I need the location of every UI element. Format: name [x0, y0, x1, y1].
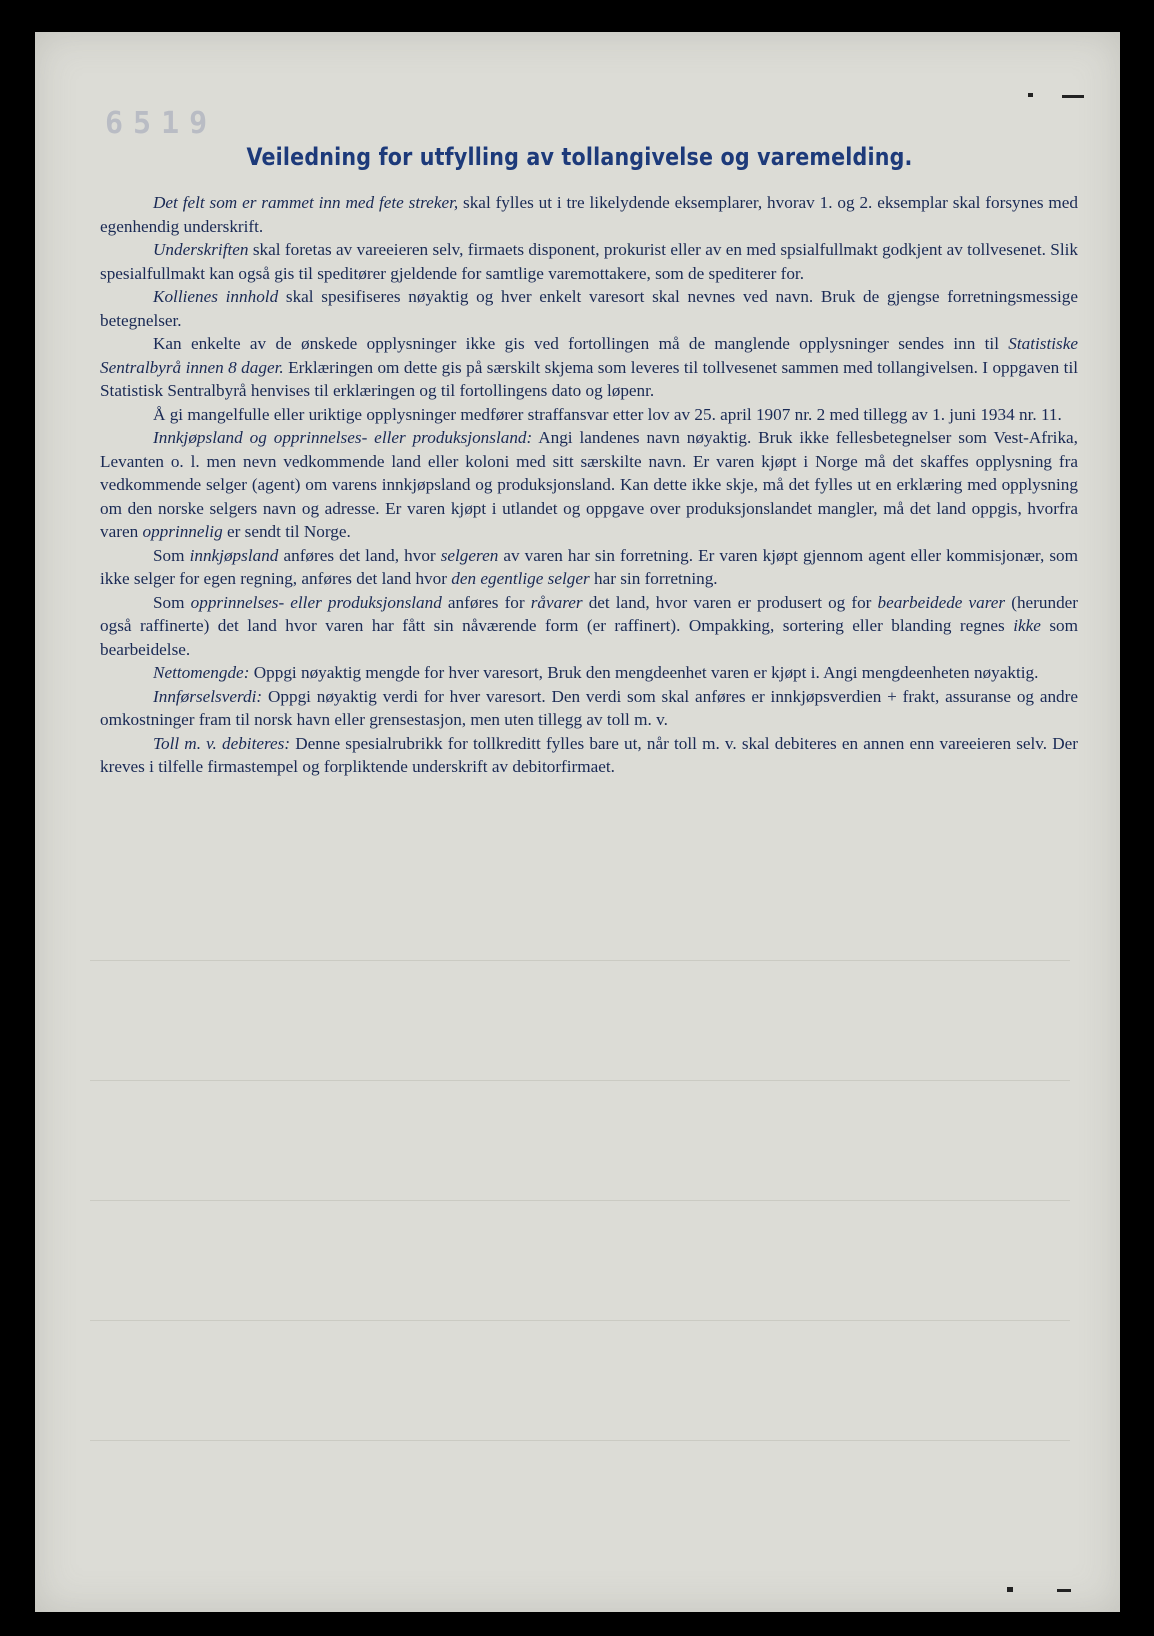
- corner-speck: [1007, 1587, 1013, 1592]
- show-through-line: [90, 1080, 1070, 1081]
- page-title: Veiledning for utfylling av tollangivelse og varemelding.: [246, 143, 913, 171]
- paragraph: Nettomengde: Oppgi nøyaktig mengde for hver varesort, Bruk den mengdeenhet varen er kjøpt i. Angi mengdeenheten nøyaktig.: [153, 663, 1039, 682]
- paragraph: Som innkjøpsland anføres det land, hvor selgeren av varen har sin forretning. Er varen kjøpt gjennom agent eller kommisjonær, som ikke selger for egen regning, anføres det land hvor den egentlige selger har sin forretning.: [100, 545, 1078, 588]
- paragraph: Kollienes innhold skal spesifiseres nøyaktig og hver enkelt varesort skal nevnes ved navn. Bruk de gjengse forretningsmessige betegnelser.: [100, 287, 1078, 330]
- corner-speck: [1028, 93, 1033, 97]
- paragraph: Det felt som er rammet inn med fete streker, skal fylles ut i tre likelydende eksemplarer, hvorav 1. og 2. eksemplar skal forsynes med egenhendig underskrift.: [100, 193, 1078, 236]
- paragraph: Toll m. v. debiteres: Denne spesialrubrikk for tollkreditt fylles bare ut, når toll m. v. skal debiteres en annen enn vareeieren selv. Der kreves i tilfelle firmastempel og forpliktende underskrift av debitorfirmaet.: [100, 733, 1078, 776]
- paragraph: Å gi mangelfulle eller uriktige opplysninger medfører straffansvar etter lov av 25. april 1907 nr. 2 med tillegg av 1. juni 1934 nr. 11.: [153, 404, 1062, 424]
- paragraph: Innkjøpsland og opprinnelses- eller produksjonsland: Angi landenes navn nøyaktig. Bruk ikke fellesbetegnelser som Vest-Afrika, Levanten o. l. men nevn vedkommende land eller koloni med sitt særskilte navn. Er varen kjøpt i Norge må det skaffes opplysning fra vedkommende selger (agent) om varens innkjøpsland og produksjonsland. Kan dette ikke skje, må det fylles ut en erklæring med opplysning om den norske selgers navn og adresse. Er varen kjøpt i utlandet og oppgave over produksjonslandet mangler, må det land oppgis, hvorfra varen opprinnelig er sendt til Norge.: [100, 428, 1078, 541]
- paragraph: Som opprinnelses- eller produksjonsland anføres for råvarer det land, hvor varen er produsert og for bearbeidede varer (herunder også raffinerte) det land hvor varen har fått sin nåværende form (er raffinert). Ompakking, sortering eller blanding regnes ikke som bearbeidelse.: [100, 592, 1079, 659]
- show-through-line: [90, 960, 1070, 961]
- stamp-number: 6519: [105, 106, 218, 141]
- corner-speck: [1062, 95, 1084, 98]
- paragraph: Underskriften skal foretas av vareeieren selv, firmaets disponent, prokurist eller av en med spsialfullmakt godkjent av tollvesenet. Slik spesialfullmakt kan også gis til speditører gjeldende for samtlige varemottakere, som de spediterer for.: [100, 240, 1078, 283]
- paragraph: Innførselsverdi: Oppgi nøyaktig verdi for hver varesort. Den verdi som skal anføres er innkjøpsverdien + frakt, assuranse og andre omkostninger fram til norsk havn eller grensestasjon, men uten tillegg av toll m. v.: [100, 686, 1078, 729]
- corner-speck: [1057, 1589, 1071, 1592]
- show-through-line: [90, 1320, 1070, 1321]
- instructions-body: [100, 191, 1078, 779]
- show-through-line: [90, 1440, 1070, 1441]
- paragraph: Kan enkelte av de ønskede opplysninger ikke gis ved fortollingen må de manglende opplysninger sendes inn til Statistiske Sentralbyrå innen 8 dager. Erklæringen om dette gis på særskilt skjema som leveres til tollvesenet sammen med tollangivelsen. I oppgaven til Statistisk Sentralbyrå henvises til erklæringen og til fortollingens dato og løpenr.: [100, 334, 1079, 400]
- show-through-line: [90, 1200, 1070, 1201]
